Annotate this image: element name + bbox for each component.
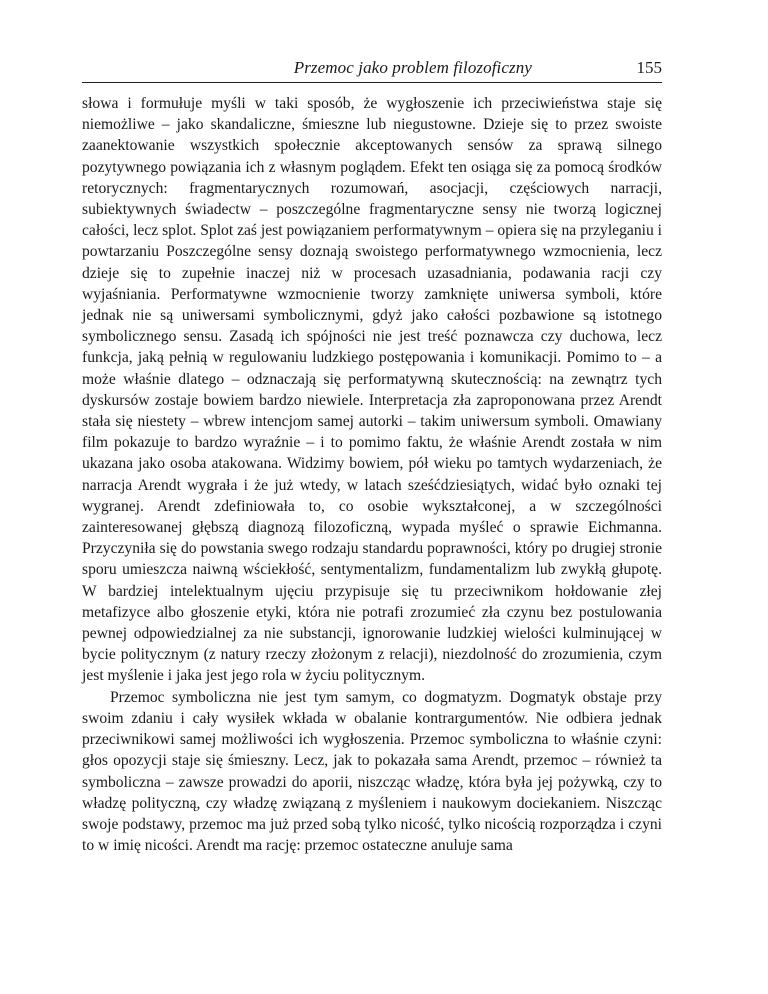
body-text	[82, 93, 662, 856]
book-page	[82, 56, 662, 856]
running-header	[82, 56, 662, 83]
page-number: 155	[636, 58, 662, 77]
paragraph-continued: słowa i formułuje myśli w taki sposób, że wygłoszenie ich przeciwieństwa staje się niemożliwe – jako skandaliczne, śmieszne lub niegustowne. Dzieje się to przez swoiste zaanektowanie wszystkich społecznie akceptowanych sensów za sprawą silnego pozytywnego powiązania ich z własnym poglądem. Efekt ten osiąga się za pomocą środków retorycznych: fragmentarycznych rozumowań, asocjacji, częściowych narracji, subiektywnych świadectw – poszczególne fragmentaryczne sensy nie tworzą logicznej całości, lecz splot. Splot zaś jest powiązaniem performatywnym – opiera się na przyleganiu i powtarzaniu Poszczególne sensy doznają swoistego performatywnego wzmocnienia, lecz dzieje się to zupełnie inaczej niż w procesach uzasadniania, podawania racji czy wyjaśniania. Performatywne wzmocnienie tworzy zamknięte uniwersa symboli, które jednak nie są uniwersami symbolicznymi, gdyż jako całości pozbawione są istotnego symbolicznego sensu. Zasadą ich spójności nie jest treść poznawcza czy duchowa, lecz funkcja, jaką pełnią w regulowaniu ludzkiego postępowania i komunikacji. Pomimo to – a może właśnie dlatego – odznaczają się performatywną skutecznością: na zewnątrz tych dyskursów zostaje bowiem bardzo niewiele. Interpretacja zła zaproponowana przez Arendt stała się niestety – wbrew intencjom samej autorki – takim uniwersum symboli. Omawiany film pokazuje to bardzo wyraźnie – i to pomimo faktu, że właśnie Arendt została w nim ukazana jako osoba atakowana. Widzimy bowiem, pół wieku po tamtych wydarzeniach, że narracja Arendt wygrała i że już wtedy, w latach sześćdziesiątych, widać było oznaki tej wygranej. Arendt zdefiniowała to, co osobie wykształconej, a w szczególności zainteresowanej głębszą diagnozą filozoficzną, wypada myśleć o sprawie Eichmanna. Przyczyniła się do powstania swego rodzaju standardu poprawności, który po drugiej stronie sporu umieszcza naiwną wściekłość, sentymentalizm, fundamentalizm lub zwykłą głupotę. W bardziej intelektualnym ujęciu przypisuje się tu przeciwnikom hołdowanie złej metafizyce albo głoszenie etyki, która nie potrafi zrozumieć zła czynu bez postulowania pewnej odpowiedzialnej za nie substancji, ignorowanie ludzkiej wielości kulminującej w bycie politycznym (z natury rzeczy złożonym z relacji), niezdolność do zrozumienia, czym jest myślenie i jaka jest jego rola w życiu politycznym.	[82, 95, 662, 685]
paragraph: Przemoc symboliczna nie jest tym samym, co dogmatyzm. Dogmatyk obstaje przy swoim zdaniu i cały wysiłek wkłada w obalanie kontrargumentów. Nie odbiera jednak przeciwnikowi samej możliwości ich wygłoszenia. Przemoc symboliczna to właśnie czyni: głos opozycji staje się śmieszny. Lecz, jak to pokazała sama Arendt, przemoc – również ta symboliczna – zawsze prowadzi do aporii, niszcząc władzę, która była jej pożywką, czy to władzę polityczną, czy władzę związaną z myśleniem i naukowym dociekaniem. Niszcząc swoje podstawy, przemoc ma już przed sobą tylko nicość, tylko nicością rozporządza i czyni to w imię nicości. Arendt ma rację: przemoc ostateczne anuluje sama	[82, 688, 662, 855]
running-title: Przemoc jako problem filozoficzny	[293, 58, 532, 77]
